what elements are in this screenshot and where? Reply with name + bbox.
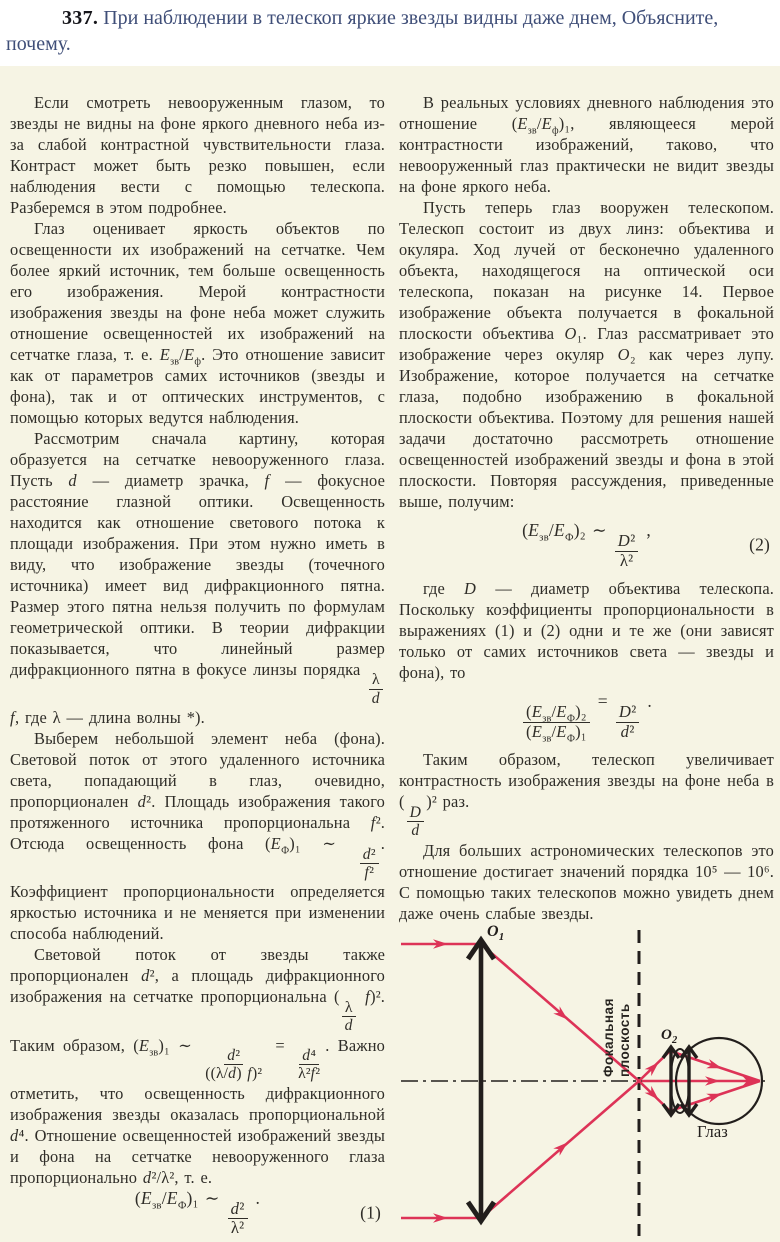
display-formula: $(E_{зв}/E_Ф)_2$ ∼ $\frac{\text{D²}}{\text{λ²}}$ , (2) [522, 520, 770, 570]
fraction: $\frac{\text{d⁴}}{\text{λ²f²}}$ [298, 1047, 321, 1083]
right-column-text [399, 92, 774, 924]
eyepiece-label: $O_2$ [661, 1026, 678, 1046]
problem-number: 337. [62, 7, 99, 29]
paragraph: Для больших астрономических телескопов это отношение достигает значений порядка 10⁵ — 10⁶. С помощью таких телескопов можно увидеть днем даже очень слабые звезды. [399, 840, 774, 923]
problem-title [0, 0, 780, 66]
equation-number: (1) [360, 1202, 381, 1223]
paragraph: В реальных условиях дневного наблюдения это отношение $(E_{зв}/E_ф)_1$, являющееся мерой контрастности изображений, таково, что невооруженный глаз практически не видит звезды на фоне яркого неба. [399, 93, 775, 196]
eye-label: Глаз [697, 1121, 728, 1141]
equation-number: (2) [749, 534, 770, 555]
fraction: $\frac{\text{d²}}{\text{λ²}}$ [228, 1200, 248, 1238]
focal-plane-label: Фокальная плоскость [601, 997, 632, 1077]
left-column [10, 92, 386, 1238]
paragraph: Выберем небольшой элемент неба (фона). Световой поток от этого удаленного источника света, попадающий в глаз, очевидно, пропорционален d². Площадь изображения такого протяженного источника пропорциональна f². Отсюда освещенность фона $(E_Ф)_1$ ∼ $\frac{\text{d²}}{\text{f²}}$ . Коэффициент пропорциональности определяется яркостью источника и не меняется при изменении способа наблюдений. [10, 729, 386, 944]
display-formula: $(E_{зв}/E_Ф)_1$ ∼ $\frac{\text{d²}}{\text{λ²}}$ . (1) [134, 1187, 381, 1238]
fraction: $\frac{\lambda}{d}$ [342, 999, 356, 1035]
left-column-text [10, 92, 385, 1242]
fraction: $\frac{(E_{зв}/E_Ф)_2}{(E_{зв}/E_Ф)_1}$ [523, 703, 590, 741]
fraction: $\frac{\text{D²}}{\text{λ²}}$ [615, 532, 639, 570]
paragraph: Глаз оценивает яркость объектов по освещенности их изображений на сетчатке. Чем более яркий источник, тем больше освещенность его изображения. Мерой контрастности изображения звезды на фоне неба может служить отношение освещенностей их изображений на сетчатке глаза, т. е. $E_{зв}/E_ф$. Это отношение зависит как от параметров самих источников (звезды и фона), так и от оптических инструментов, с помощью которых ведутся наблюдения. [10, 219, 385, 427]
fraction: $\frac{\lambda}{d}$ [369, 671, 383, 707]
paragraph: Световой поток от звезды также пропорционален d², а площадь дифракционного изображения на сетчатке пропорциональна ( $\frac{\lambda}{d}$ f)². Таким образом, $(E_{зв})_1$ ∼ $\frac{\text{d²}}{\text{((λ/d) f)²}}$ = $\frac{\text{d⁴}}{\text{λ²f²}}$ . Важно отметить, что освещенность дифракционного изображения звезды оказалась пропорциональной d⁴. Отношение освещенностей изображений звезды и фона на сетчатке невооруженного глаза пропорционально d²/λ², т. е. [10, 945, 386, 1187]
fraction: $\frac{\text{d²}}{\text{((λ/d) f)²}}$ [205, 1047, 263, 1083]
fraction: $\frac{\text{d²}}{\text{f²}}$ [360, 846, 379, 882]
right-column [399, 92, 775, 1141]
paragraph: Если смотреть невооруженным глазом, то звезды не видны на фоне яркого дневного неба из-за слабой контрастной чувствительности глаза. Контраст может быть резко повышен, если наблюдения вести с помощью телескопа. Разберемся в этом подробнее. [10, 93, 385, 217]
fraction: $\frac{D}{d}$ [407, 804, 425, 840]
paragraph: Пусть теперь глаз вооружен телескопом. Телескоп состоит из двух линз: объектива и окуляра. Ход лучей от бесконечно удаленного объекта, находящегося на оптической оси телескопа, показан на рисунке 14. Первое изображение объекта получается в фокальной плоскости объектива O₁. Глаз рассматривает это изображение через окуляр O₂ как через лупу. Изображение, которое получается на сетчатке глаза, подобно изображению в фокальной плоскости объектива. Поэтому для решения нашей задачи достаточно рассмотреть отношение освещенностей изображений звезды и фона в этой плоскости. Повторяя рассуждения, приведенные выше, получим: [399, 198, 774, 511]
problem-title-text: При наблюдении в телескоп яркие звезды видны даже днем, Объясните, почему. [6, 7, 719, 55]
page-body [0, 66, 780, 1238]
objective-label: $O_1$ [487, 923, 505, 943]
paragraph: где D — диаметр объектива телескопа. Поскольку коэффициенты пропорциональности в выражениях (1) и (2) одни и те же (они зависят только от самих источников света — звезды и фона), то [399, 579, 774, 683]
paragraph: Рассмотрим сначала картину, которая образуется на сетчатке невооруженного глаза. Пусть d — диаметр зрачка, f — фокусное расстояние глазной оптики. Освещенность находится как отношение светового потока к площади изображения. При этом нужно иметь в виду, что изображение звезды (точечного источника) имеет вид дифракционного пятна. Размер этого пятна нельзя получить по формулам геометрической оптики. В теории дифракции показывается, что линейный размер дифракционного пятна в фокусе линзы порядка $\frac{\lambda}{d}$ f, где λ — длина волны *). [10, 429, 385, 728]
figure-ray-diagram [399, 924, 774, 1240]
fraction: $\frac{\text{D²}}{\text{d²}}$ [616, 703, 640, 741]
paragraph: Таким образом, телескоп увеличивает контрастность изображения звезды на фоне неба в ( $\frac{D}{d}$ )² раз. [399, 750, 774, 840]
display-formula: $\frac{(E_{зв}/E_Ф)_2}{(E_{зв}/E_Ф)_1}$ = $\frac{\text{D²}}{\text{d²}}$ . [399, 691, 774, 741]
